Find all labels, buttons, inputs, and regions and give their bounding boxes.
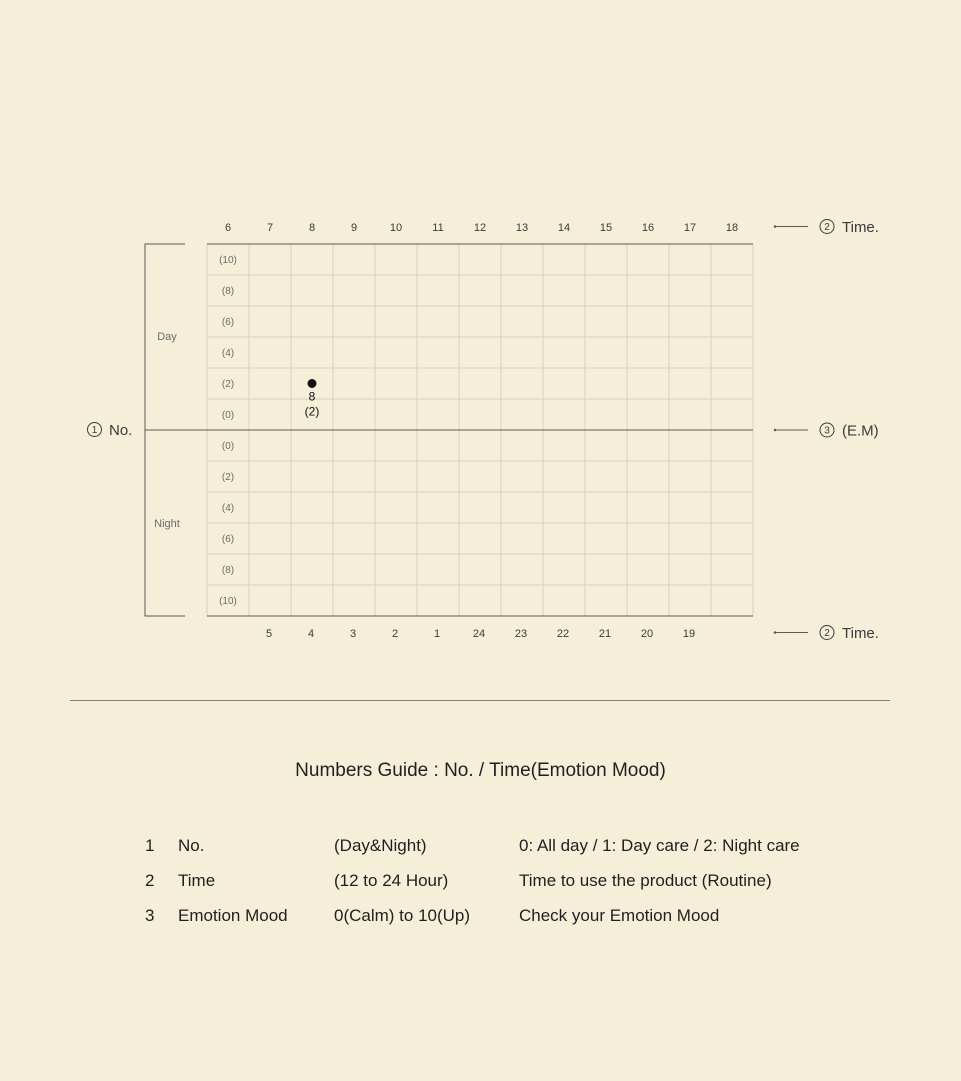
bottom-time-tick: 1 [433, 628, 441, 640]
time-top-callout-leader-dot [774, 225, 777, 228]
data-point-mood-label: (2) [304, 404, 320, 419]
night-label: Night [154, 518, 180, 530]
night-mood-tick: (0) [221, 441, 235, 452]
bottom-time-tick: 22 [556, 628, 570, 640]
no-callout-number: 1 [91, 425, 98, 436]
guide-row-number: 2 [145, 871, 155, 890]
top-time-tick: 13 [515, 222, 529, 234]
night-mood-tick: (6) [221, 534, 235, 545]
top-time-tick: 7 [266, 222, 274, 234]
top-time-tick: 11 [432, 222, 444, 234]
day-mood-tick: (8) [221, 286, 235, 297]
guide-row-description: Check your Emotion Mood [519, 906, 720, 925]
guide-row-name: Emotion Mood [178, 906, 288, 925]
em-callout-leader-dot [774, 429, 777, 432]
day-mood-tick: (2) [221, 379, 235, 390]
guide-row-description: Time to use the product (Routine) [519, 871, 772, 890]
top-time-tick: 16 [641, 222, 655, 234]
bottom-time-tick: 23 [514, 628, 528, 640]
night-mood-tick: (4) [221, 503, 235, 514]
top-time-tick: 9 [350, 222, 358, 234]
day-label: Day [157, 331, 177, 343]
day-mood-tick: (0) [221, 410, 235, 421]
time-bottom-callout-leader-dot [774, 631, 777, 634]
day-mood-tick: (4) [221, 348, 235, 359]
time-bottom-callout-text: Time. [842, 625, 879, 642]
day-mood-tick: (6) [221, 317, 235, 328]
top-time-tick: 18 [725, 222, 739, 234]
guide-row-name: No. [178, 836, 205, 855]
bottom-time-tick: 4 [307, 628, 315, 640]
guide-row-number: 3 [145, 906, 155, 925]
data-point-time-label: 8 [308, 389, 316, 404]
top-time-tick: 10 [389, 222, 403, 234]
guide-row-description: 0: All day / 1: Day care / 2: Night care [519, 836, 800, 855]
guide-row-name: Time [178, 871, 216, 890]
data-point [308, 379, 317, 388]
em-callout-number: 3 [824, 425, 830, 437]
top-time-tick: 17 [683, 222, 697, 234]
guide-row-number: 1 [145, 836, 155, 855]
top-time-tick: 12 [473, 222, 487, 234]
bottom-time-tick: 24 [472, 628, 486, 640]
day-mood-tick: (10) [219, 255, 237, 266]
bottom-time-tick: 19 [682, 628, 696, 640]
section-divider [70, 700, 890, 701]
no-callout-text: No. [109, 422, 133, 439]
top-time-tick: 15 [599, 222, 613, 234]
time-top-callout-text: Time. [842, 219, 879, 236]
night-mood-tick: (10) [219, 596, 237, 607]
guide-row-range: (12 to 24 Hour) [334, 871, 449, 890]
night-mood-tick: (2) [221, 472, 235, 483]
bottom-time-tick: 21 [598, 628, 612, 640]
guide-row-range: 0(Calm) to 10(Up) [334, 906, 471, 925]
time-top-callout-number: 2 [824, 222, 830, 233]
bottom-time-tick: 3 [349, 628, 357, 640]
bottom-time-tick: 5 [265, 628, 273, 640]
time-bottom-callout-number: 2 [824, 628, 830, 639]
top-time-tick: 6 [224, 222, 232, 234]
top-time-tick: 8 [308, 222, 316, 234]
guide-title: Numbers Guide : No. / Time(Emotion Mood) [295, 760, 666, 781]
em-callout-text: (E.M) [842, 422, 879, 440]
top-time-tick: 14 [557, 222, 571, 234]
bottom-time-tick: 20 [640, 628, 654, 640]
guide-row-range: (Day&Night) [334, 836, 427, 855]
bottom-time-tick: 2 [391, 628, 399, 640]
night-mood-tick: (8) [221, 565, 235, 576]
